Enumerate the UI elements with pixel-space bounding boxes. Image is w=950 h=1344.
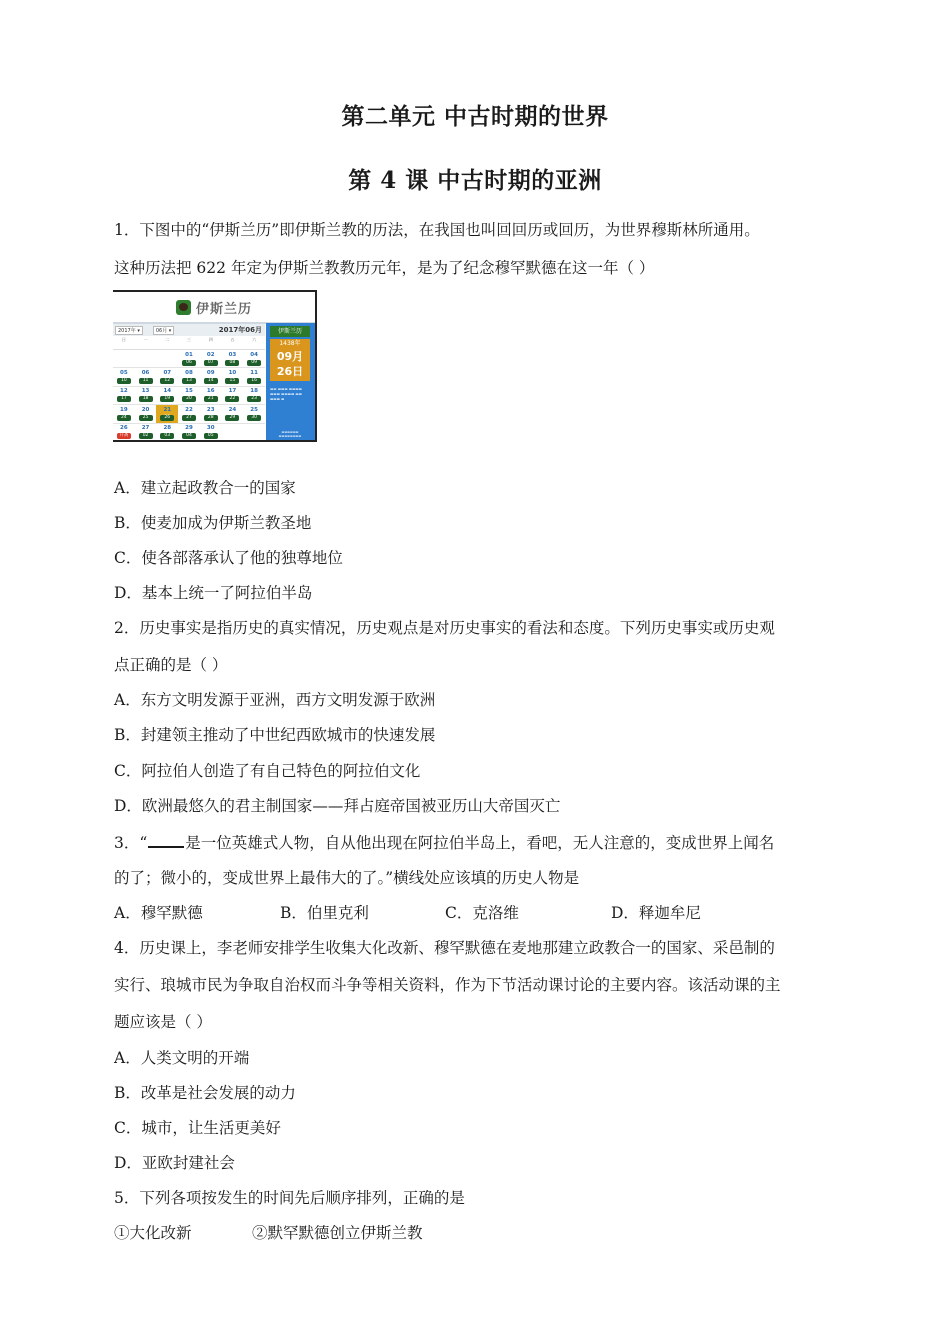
gregorian-day-number: 02 xyxy=(206,351,215,358)
question-4-option-d: D．亚欧封建社会 xyxy=(114,1154,235,1172)
hijri-day-badge: 07 xyxy=(204,360,218,366)
question-3-options xyxy=(114,903,834,923)
gregorian-day-number: 23 xyxy=(206,406,215,413)
calendar-day xyxy=(222,368,244,386)
calendar-app-icon xyxy=(176,300,191,315)
year-select: 2017年 ▾ xyxy=(115,326,143,335)
calendar-day xyxy=(156,424,178,442)
weekday-label: 一 xyxy=(143,337,148,342)
hijri-day-badge: 06 xyxy=(182,360,196,366)
calendar-day xyxy=(243,368,265,386)
hijri-day-badge: 24 xyxy=(117,415,131,421)
hijri-day-badge: 22 xyxy=(225,396,239,402)
hijri-day-badge: 23 xyxy=(247,396,261,402)
calendar-day xyxy=(156,387,178,405)
question-2-option-b: B．封建领主推动了中世纪西欧城市的快速发展 xyxy=(114,726,436,744)
hijri-day-badge: 19 xyxy=(160,396,174,402)
calendar-side-panel xyxy=(266,323,315,442)
calendar-day xyxy=(243,405,265,423)
calendar-day xyxy=(200,405,222,423)
gregorian-day-number: 21 xyxy=(163,406,172,413)
unit-title: 第二单元 中古时期的世界 xyxy=(341,103,609,130)
gregorian-day-number: 15 xyxy=(185,388,193,395)
question-4-line-3: 题应该是（ ） xyxy=(114,1013,212,1031)
question-1-option-b: B．使麦加成为伊斯兰教圣地 xyxy=(114,514,312,532)
question-4-option-b: B．改革是社会发展的动力 xyxy=(114,1084,296,1102)
gregorian-day-number: 05 xyxy=(120,370,128,377)
calendar-day xyxy=(178,350,200,368)
calendar-day xyxy=(178,387,200,405)
question-3-option-a: A．穆罕默德 xyxy=(114,904,203,922)
calendar-day xyxy=(222,405,244,423)
gregorian-day-number: 26 xyxy=(120,425,128,432)
question-5-line-1: 5．下列各项按发生的时间先后顺序排列，正确的是 xyxy=(114,1189,465,1207)
calendar-day xyxy=(113,424,135,442)
question-3-option-b: B．伯里克利 xyxy=(280,904,369,922)
question-3-prefix: 3．“ xyxy=(114,834,148,852)
side-panel-label: 伊斯兰历 xyxy=(270,326,310,337)
question-2-line-1: 2．历史事实是指历史的真实情况，历史观点是对历史事实的看法和态度。下列历史事实或历史观 xyxy=(114,619,775,637)
gregorian-day-number: 10 xyxy=(228,370,237,377)
hijri-day-badge: 15 xyxy=(225,378,239,384)
hijri-day-badge: 05 xyxy=(204,433,218,439)
gregorian-day-number: 30 xyxy=(206,425,215,432)
calendar-day xyxy=(135,424,157,442)
gregorian-day-number: 08 xyxy=(185,370,193,377)
question-1-option-a: A．建立起政教合一的国家 xyxy=(114,479,296,497)
calendar-day xyxy=(113,368,135,386)
calendar-day xyxy=(200,387,222,405)
gregorian-day-number: 24 xyxy=(228,406,237,413)
question-3-text: 是一位英雄式人物，自从他出现在阿拉伯半岛上，看吧，无人注意的，变成世界上闻名 xyxy=(185,834,775,852)
gregorian-day-number: 17 xyxy=(228,388,237,395)
calendar-day xyxy=(222,387,244,405)
question-1-line-2: 这种历法把 622 年定为伊斯兰教教历元年，是为了纪念穆罕默德在这一年（ ） xyxy=(114,259,655,277)
lesson-title: 第 4 课 中古时期的亚洲 xyxy=(348,167,602,194)
calendar-day xyxy=(113,387,135,405)
weekday-header xyxy=(113,337,265,350)
fill-in-blank xyxy=(148,832,184,848)
question-2-option-a: A．东方文明发源于亚洲，西方文明发源于欧洲 xyxy=(114,691,436,709)
question-2-line-2: 点正确的是（ ） xyxy=(114,656,228,674)
hijri-day-badge: 03 xyxy=(160,433,174,439)
hijri-day-badge: 30 xyxy=(247,415,261,421)
question-2-option-d: D．欧洲最悠久的君主制国家——拜占庭帝国被亚历山大帝国灭亡 xyxy=(114,797,561,815)
calendar-day xyxy=(178,405,200,423)
question-3-line-1 xyxy=(114,832,774,853)
gregorian-day-number: 28 xyxy=(163,425,172,432)
hijri-date-box xyxy=(270,339,310,381)
gregorian-day-number: 13 xyxy=(141,388,150,395)
question-4-option-a: A．人类文明的开端 xyxy=(114,1049,250,1067)
hijri-day-badge: 16 xyxy=(247,378,261,384)
hijri-year: 1438年 xyxy=(279,340,301,347)
calendar-day xyxy=(200,424,222,442)
weekday-label: 五 xyxy=(230,337,235,342)
question-3-option-d: D．释迦牟尼 xyxy=(611,904,701,922)
question-5-item-1: ①大化改新 xyxy=(114,1224,192,1242)
month-label: 2017年06月 xyxy=(218,326,262,334)
hijri-day-badge: 18 xyxy=(139,396,153,402)
hijri-day-badge: 20 xyxy=(182,396,196,402)
month-select: 06月 ▾ xyxy=(153,326,174,335)
hijri-day-badge: 13 xyxy=(182,378,196,384)
hijri-day-badge: 17 xyxy=(117,396,131,402)
calendar-day xyxy=(222,350,244,368)
hijri-day-badge: 27 xyxy=(182,415,196,421)
gregorian-day-number: 25 xyxy=(250,406,258,413)
gregorian-day-number: 18 xyxy=(250,388,258,395)
question-4-line-2: 实行、琅城市民为争取自治权而斗争等相关资料，作为下节活动课讨论的主要内容。该活动课的主 xyxy=(114,976,781,994)
hijri-day-badge: 02 xyxy=(139,433,153,439)
islamic-calendar-figure xyxy=(113,290,317,442)
gregorian-day-number: 27 xyxy=(141,425,150,432)
hijri-day-badge: 25 xyxy=(139,415,153,421)
calendar-day xyxy=(113,405,135,423)
gregorian-day-number: 19 xyxy=(120,406,128,413)
hijri-month: 09月 xyxy=(276,350,304,363)
calendar-day xyxy=(135,387,157,405)
gregorian-day-number: 07 xyxy=(163,370,172,377)
calendar-day xyxy=(200,350,222,368)
hijri-day-badge: 10 xyxy=(117,378,131,384)
gregorian-day-number: 20 xyxy=(141,406,150,413)
question-3-option-c: C．克洛维 xyxy=(445,904,519,922)
calendar-day xyxy=(243,387,265,405)
calendar-day xyxy=(200,368,222,386)
calendar-day xyxy=(243,424,265,442)
gregorian-day-number: 04 xyxy=(250,351,258,358)
gregorian-day-number: 09 xyxy=(206,370,215,377)
gregorian-day-number: 11 xyxy=(250,370,258,377)
weekday-label: 四 xyxy=(208,337,213,342)
gregorian-day-number: 06 xyxy=(141,370,150,377)
calendar-title: 伊斯兰历 xyxy=(195,301,252,317)
gregorian-day-number: 29 xyxy=(185,425,193,432)
calendar-day xyxy=(156,368,178,386)
hijri-day-badge: 12 xyxy=(160,378,174,384)
question-1-option-d: D．基本上统一了阿拉伯半岛 xyxy=(114,584,313,602)
hijri-day-badge: 09 xyxy=(247,360,261,366)
hijri-day-badge: 08 xyxy=(225,360,239,366)
weekday-label: 日 xyxy=(121,337,126,342)
gregorian-day-number: 12 xyxy=(120,388,128,395)
calendar-day xyxy=(156,350,178,368)
hijri-day-badge: 14 xyxy=(204,378,218,384)
calendar-day xyxy=(113,350,135,368)
hijri-day-badge: 开斋 xyxy=(117,433,131,439)
question-5-item-2: ②默罕默德创立伊斯兰教 xyxy=(252,1224,423,1242)
question-2-option-c: C．阿拉伯人创造了有自己特色的阿拉伯文化 xyxy=(114,762,421,780)
question-1-option-c: C．使各部落承认了他的独尊地位 xyxy=(114,549,343,567)
hijri-day-badge: 26 xyxy=(160,415,174,421)
calendar-day-today xyxy=(156,405,178,423)
hijri-day-badge: 29 xyxy=(225,415,239,421)
calendar-toolbar xyxy=(113,324,265,336)
weekday-label: 六 xyxy=(252,337,257,342)
side-panel-footer: ▬▬▬▬▬▬ ▬▬▬▬▬▬▬▬ xyxy=(278,430,302,438)
question-4-option-c: C．城市，让生活更美好 xyxy=(114,1119,281,1137)
weekday-label: 二 xyxy=(165,337,170,342)
hijri-day-badge: 28 xyxy=(204,415,218,421)
calendar-day xyxy=(222,424,244,442)
question-1-line-1: 1．下图中的“伊斯兰历”即伊斯兰教的历法，在我国也叫回回历或回历，为世界穆斯林所通用。 xyxy=(114,221,760,239)
hijri-day-badge: 21 xyxy=(204,396,218,402)
gregorian-day-number: 03 xyxy=(228,351,237,358)
hijri-day-badge: 04 xyxy=(182,433,196,439)
calendar-day-grid xyxy=(113,350,265,442)
question-4-line-1: 4．历史课上，李老师安排学生收集大化改新、穆罕默德在麦地那建立政教合一的国家、采邑制的 xyxy=(114,939,775,957)
calendar-day xyxy=(178,424,200,442)
hijri-day-badge: 11 xyxy=(139,378,153,384)
calendar-day xyxy=(135,350,157,368)
gregorian-day-number: 14 xyxy=(163,388,172,395)
gregorian-day-number: 22 xyxy=(185,406,193,413)
calendar-day xyxy=(135,405,157,423)
question-5-items xyxy=(114,1223,834,1243)
hijri-day: 26日 xyxy=(276,365,304,378)
weekday-label: 三 xyxy=(186,337,191,342)
question-3-line-2: 的了；微小的，变成世界上最伟大的了。”横线处应该填的历史人物是 xyxy=(114,869,580,887)
gregorian-day-number: 01 xyxy=(185,351,193,358)
gregorian-day-number: 16 xyxy=(206,388,215,395)
side-panel-note: ▬▬ ▬▬▬ ▬▬▬▬ ▬▬▬ ▬▬▬▬ ▬▬ ▬▬▬ ▬ xyxy=(270,387,302,401)
calendar-day xyxy=(243,350,265,368)
calendar-header xyxy=(113,292,315,324)
calendar-day xyxy=(135,368,157,386)
calendar-day xyxy=(178,368,200,386)
